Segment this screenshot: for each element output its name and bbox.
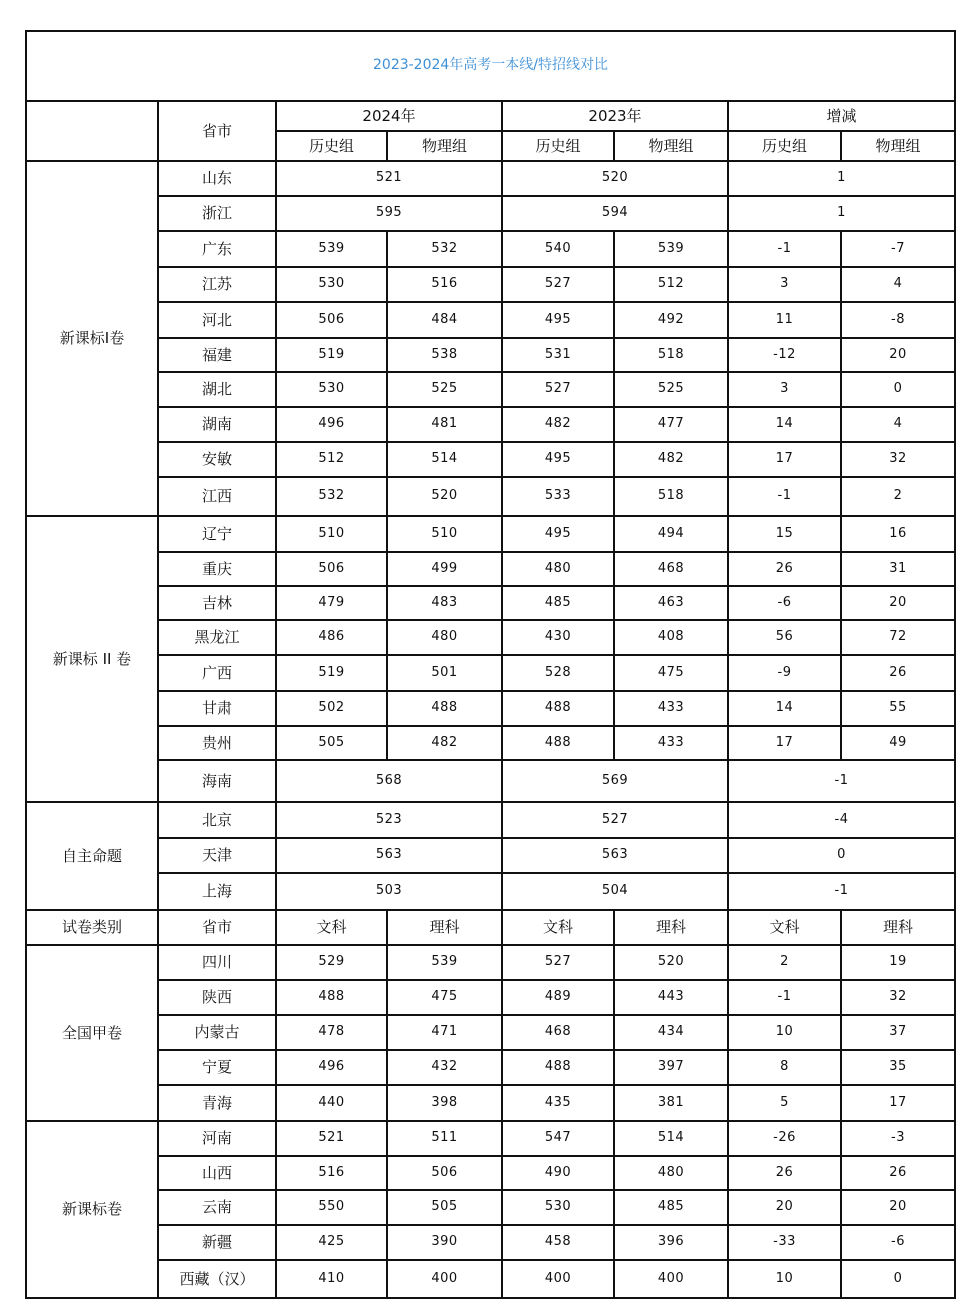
province-cell: 江苏 <box>158 267 276 302</box>
score-cell: 482 <box>502 407 614 442</box>
score-cell: 458 <box>502 1225 614 1260</box>
table-row <box>26 1085 955 1121</box>
province-cell: 陕西 <box>158 980 276 1015</box>
score-cell: -9 <box>728 655 841 691</box>
score-cell: 512 <box>614 267 728 302</box>
province-cell: 江西 <box>158 477 276 516</box>
exam-group-label: 全国甲卷 <box>26 945 158 1121</box>
score-cell: 530 <box>502 1190 614 1225</box>
header-row-3 <box>26 910 955 945</box>
score-cell: 530 <box>276 372 387 407</box>
score-cell: 480 <box>614 1156 728 1190</box>
score-cell: 482 <box>387 726 502 760</box>
score-cell: 482 <box>614 442 728 477</box>
table-row <box>26 1225 955 1260</box>
province-cell: 内蒙古 <box>158 1015 276 1050</box>
score-cell: 432 <box>387 1050 502 1085</box>
score-cell: 0 <box>841 372 955 407</box>
score-cell: 435 <box>502 1085 614 1121</box>
score-cell: 11 <box>728 302 841 338</box>
score-cell: 49 <box>841 726 955 760</box>
table-row <box>26 586 955 620</box>
table-row <box>26 980 955 1015</box>
score-cell: 527 <box>502 372 614 407</box>
score-2024-cell: 503 <box>276 873 502 910</box>
score-cell: 3 <box>728 372 841 407</box>
header-2023: 2023年 <box>502 101 728 131</box>
score-cell: 14 <box>728 407 841 442</box>
province-cell: 浙江 <box>158 196 276 231</box>
table-row <box>26 372 955 407</box>
score-cell: 485 <box>502 586 614 620</box>
score-cell: 521 <box>276 1121 387 1156</box>
table-row <box>26 302 955 338</box>
score-cell: 381 <box>614 1085 728 1121</box>
province-cell: 贵州 <box>158 726 276 760</box>
title-row <box>26 31 955 101</box>
province-cell: 吉林 <box>158 586 276 620</box>
province-cell: 广东 <box>158 231 276 267</box>
table-body <box>26 31 955 1298</box>
score-cell: 525 <box>614 372 728 407</box>
score-diff-cell: -1 <box>728 760 955 802</box>
score-cell: 505 <box>276 726 387 760</box>
score-cell: 56 <box>728 620 841 655</box>
score-cell: 443 <box>614 980 728 1015</box>
score-cell: 16 <box>841 516 955 552</box>
table-row <box>26 267 955 302</box>
score-cell: 26 <box>728 1156 841 1190</box>
province-cell: 甘肃 <box>158 691 276 726</box>
score-2023-cell: 594 <box>502 196 728 231</box>
score-cell: 20 <box>841 338 955 372</box>
score-cell: 37 <box>841 1015 955 1050</box>
score-cell: 4 <box>841 407 955 442</box>
province-cell: 黑龙江 <box>158 620 276 655</box>
score-cell: 468 <box>614 552 728 586</box>
score-cell: 396 <box>614 1225 728 1260</box>
header-province: 省市 <box>158 101 276 161</box>
score-cell: 3 <box>728 267 841 302</box>
score-cell: 10 <box>728 1260 841 1298</box>
score-cell: 514 <box>387 442 502 477</box>
score-cell: 478 <box>276 1015 387 1050</box>
score-2023-cell: 527 <box>502 802 728 838</box>
score-cell: 520 <box>614 945 728 980</box>
table-row <box>26 726 955 760</box>
score-cell: 31 <box>841 552 955 586</box>
score-cell: 479 <box>276 586 387 620</box>
table-row <box>26 945 955 980</box>
table-row <box>26 1190 955 1225</box>
score-cell: 17 <box>728 726 841 760</box>
header-science-0: 理科 <box>387 910 502 945</box>
header-arts-2: 文科 <box>728 910 841 945</box>
score-cell: 528 <box>502 655 614 691</box>
province-cell: 山东 <box>158 161 276 196</box>
score-cell: 26 <box>728 552 841 586</box>
province-cell: 青海 <box>158 1085 276 1121</box>
province-cell: 上海 <box>158 873 276 910</box>
score-cell: 518 <box>614 477 728 516</box>
score-cell: 532 <box>387 231 502 267</box>
score-cell: 4 <box>841 267 955 302</box>
score-cell: 518 <box>614 338 728 372</box>
score-cell: 520 <box>387 477 502 516</box>
score-table <box>25 30 956 1299</box>
table-row <box>26 442 955 477</box>
score-cell: 488 <box>502 1050 614 1085</box>
score-cell: 502 <box>276 691 387 726</box>
score-cell: 511 <box>387 1121 502 1156</box>
score-cell: 410 <box>276 1260 387 1298</box>
score-cell: 506 <box>276 552 387 586</box>
score-diff-cell: 1 <box>728 161 955 196</box>
table-row <box>26 1156 955 1190</box>
score-cell: 532 <box>276 477 387 516</box>
score-cell: 19 <box>841 945 955 980</box>
score-cell: 501 <box>387 655 502 691</box>
score-cell: 468 <box>502 1015 614 1050</box>
score-diff-cell: 1 <box>728 196 955 231</box>
score-cell: 488 <box>387 691 502 726</box>
score-cell: 480 <box>387 620 502 655</box>
table-row <box>26 196 955 231</box>
score-cell: 538 <box>387 338 502 372</box>
score-cell: 32 <box>841 442 955 477</box>
score-comparison-sheet <box>25 30 954 1298</box>
score-cell: 14 <box>728 691 841 726</box>
score-2023-cell: 563 <box>502 838 728 873</box>
header-arts-1: 文科 <box>502 910 614 945</box>
province-cell: 西藏（汉） <box>158 1260 276 1298</box>
header-science-1: 理科 <box>614 910 728 945</box>
score-cell: 486 <box>276 620 387 655</box>
province-cell: 新疆 <box>158 1225 276 1260</box>
score-cell: 494 <box>614 516 728 552</box>
province-cell: 辽宁 <box>158 516 276 552</box>
exam-group-label: 新课标卷 <box>26 1121 158 1298</box>
score-cell: 539 <box>614 231 728 267</box>
score-cell: 496 <box>276 407 387 442</box>
score-2024-cell: 568 <box>276 760 502 802</box>
score-diff-cell: -4 <box>728 802 955 838</box>
score-cell: -26 <box>728 1121 841 1156</box>
score-cell: -1 <box>728 231 841 267</box>
score-cell: 516 <box>276 1156 387 1190</box>
score-cell: 433 <box>614 726 728 760</box>
province-cell: 湖北 <box>158 372 276 407</box>
province-cell: 天津 <box>158 838 276 873</box>
table-row <box>26 838 955 873</box>
header-province-2: 省市 <box>158 910 276 945</box>
score-cell: 400 <box>614 1260 728 1298</box>
exam-group-label: 自主命题 <box>26 802 158 910</box>
province-cell: 北京 <box>158 802 276 838</box>
score-cell: 475 <box>387 980 502 1015</box>
score-cell: -8 <box>841 302 955 338</box>
score-cell: 26 <box>841 655 955 691</box>
table-title: 2023-2024年高考一本线/特招线对比 <box>26 31 955 101</box>
score-cell: 488 <box>502 726 614 760</box>
score-cell: -1 <box>728 980 841 1015</box>
table-row <box>26 516 955 552</box>
table-row <box>26 655 955 691</box>
table-row <box>26 620 955 655</box>
table-row <box>26 477 955 516</box>
score-cell: 539 <box>276 231 387 267</box>
score-cell: 485 <box>614 1190 728 1225</box>
score-cell: 477 <box>614 407 728 442</box>
score-cell: 496 <box>276 1050 387 1085</box>
score-cell: 463 <box>614 586 728 620</box>
score-cell: 495 <box>502 442 614 477</box>
score-cell: 550 <box>276 1190 387 1225</box>
score-cell: 26 <box>841 1156 955 1190</box>
score-cell: -6 <box>728 586 841 620</box>
score-cell: 499 <box>387 552 502 586</box>
score-cell: 506 <box>387 1156 502 1190</box>
score-cell: 2 <box>841 477 955 516</box>
table-row <box>26 1260 955 1298</box>
score-cell: 527 <box>502 945 614 980</box>
exam-group-label: 新课标I卷 <box>26 161 158 516</box>
score-cell: 390 <box>387 1225 502 1260</box>
province-cell: 安敏 <box>158 442 276 477</box>
table-row <box>26 1050 955 1085</box>
table-row <box>26 552 955 586</box>
score-2023-cell: 520 <box>502 161 728 196</box>
score-cell: 481 <box>387 407 502 442</box>
header-row-1 <box>26 101 955 131</box>
score-cell: 489 <box>502 980 614 1015</box>
header-2023-history: 历史组 <box>502 131 614 161</box>
table-row <box>26 1015 955 1050</box>
province-cell: 重庆 <box>158 552 276 586</box>
province-cell: 云南 <box>158 1190 276 1225</box>
score-cell: 525 <box>387 372 502 407</box>
score-cell: 35 <box>841 1050 955 1085</box>
score-cell: 495 <box>502 516 614 552</box>
score-cell: 488 <box>276 980 387 1015</box>
header-2023-physics: 物理组 <box>614 131 728 161</box>
score-cell: 17 <box>841 1085 955 1121</box>
score-cell: 475 <box>614 655 728 691</box>
score-diff-cell: 0 <box>728 838 955 873</box>
header-change-physics: 物理组 <box>841 131 955 161</box>
header-2024-history: 历史组 <box>276 131 387 161</box>
score-cell: 440 <box>276 1085 387 1121</box>
province-cell: 海南 <box>158 760 276 802</box>
score-cell: 519 <box>276 338 387 372</box>
score-cell: 2 <box>728 945 841 980</box>
score-cell: 512 <box>276 442 387 477</box>
score-cell: 510 <box>276 516 387 552</box>
score-cell: -3 <box>841 1121 955 1156</box>
score-cell: 516 <box>387 267 502 302</box>
score-cell: 20 <box>728 1190 841 1225</box>
score-2024-cell: 563 <box>276 838 502 873</box>
score-cell: 20 <box>841 586 955 620</box>
score-cell: 471 <box>387 1015 502 1050</box>
score-cell: -33 <box>728 1225 841 1260</box>
score-cell: 495 <box>502 302 614 338</box>
province-cell: 山西 <box>158 1156 276 1190</box>
header-2024: 2024年 <box>276 101 502 131</box>
header-change: 增减 <box>728 101 955 131</box>
score-cell: 5 <box>728 1085 841 1121</box>
score-cell: 480 <box>502 552 614 586</box>
score-2023-cell: 569 <box>502 760 728 802</box>
score-cell: -7 <box>841 231 955 267</box>
score-2024-cell: 521 <box>276 161 502 196</box>
score-cell: 20 <box>841 1190 955 1225</box>
score-cell: 484 <box>387 302 502 338</box>
table-row <box>26 407 955 442</box>
score-cell: 10 <box>728 1015 841 1050</box>
score-cell: 539 <box>387 945 502 980</box>
score-cell: 425 <box>276 1225 387 1260</box>
score-cell: 398 <box>387 1085 502 1121</box>
score-cell: 15 <box>728 516 841 552</box>
header-2024-physics: 物理组 <box>387 131 502 161</box>
score-cell: 527 <box>502 267 614 302</box>
score-cell: 400 <box>387 1260 502 1298</box>
score-cell: 430 <box>502 620 614 655</box>
table-row <box>26 1121 955 1156</box>
score-cell: 32 <box>841 980 955 1015</box>
score-cell: 506 <box>276 302 387 338</box>
score-cell: 519 <box>276 655 387 691</box>
table-row <box>26 231 955 267</box>
score-cell: 408 <box>614 620 728 655</box>
score-cell: 529 <box>276 945 387 980</box>
score-cell: -12 <box>728 338 841 372</box>
score-cell: 514 <box>614 1121 728 1156</box>
score-cell: 510 <box>387 516 502 552</box>
score-cell: 8 <box>728 1050 841 1085</box>
header-arts-0: 文科 <box>276 910 387 945</box>
score-cell: 540 <box>502 231 614 267</box>
province-cell: 福建 <box>158 338 276 372</box>
score-cell: -6 <box>841 1225 955 1260</box>
score-cell: 530 <box>276 267 387 302</box>
score-cell: 433 <box>614 691 728 726</box>
score-cell: 488 <box>502 691 614 726</box>
table-row <box>26 338 955 372</box>
province-cell: 河北 <box>158 302 276 338</box>
header-change-history: 历史组 <box>728 131 841 161</box>
score-cell: 547 <box>502 1121 614 1156</box>
header-blank-cell <box>26 101 158 161</box>
score-cell: 434 <box>614 1015 728 1050</box>
table-row <box>26 691 955 726</box>
province-cell: 四川 <box>158 945 276 980</box>
header-science-2: 理科 <box>841 910 955 945</box>
province-cell: 河南 <box>158 1121 276 1156</box>
header-exam-type: 试卷类别 <box>26 910 158 945</box>
score-cell: 55 <box>841 691 955 726</box>
table-row <box>26 760 955 802</box>
score-cell: -1 <box>728 477 841 516</box>
score-cell: 492 <box>614 302 728 338</box>
score-cell: 505 <box>387 1190 502 1225</box>
province-cell: 广西 <box>158 655 276 691</box>
province-cell: 湖南 <box>158 407 276 442</box>
score-cell: 531 <box>502 338 614 372</box>
score-cell: 533 <box>502 477 614 516</box>
score-2023-cell: 504 <box>502 873 728 910</box>
score-cell: 400 <box>502 1260 614 1298</box>
score-cell: 483 <box>387 586 502 620</box>
exam-group-label: 新课标 II 卷 <box>26 516 158 802</box>
score-cell: 397 <box>614 1050 728 1085</box>
score-cell: 17 <box>728 442 841 477</box>
score-2024-cell: 595 <box>276 196 502 231</box>
table-row <box>26 802 955 838</box>
table-row <box>26 161 955 196</box>
table-row <box>26 873 955 910</box>
score-cell: 490 <box>502 1156 614 1190</box>
score-cell: 72 <box>841 620 955 655</box>
score-cell: 0 <box>841 1260 955 1298</box>
score-diff-cell: -1 <box>728 873 955 910</box>
province-cell: 宁夏 <box>158 1050 276 1085</box>
score-2024-cell: 523 <box>276 802 502 838</box>
